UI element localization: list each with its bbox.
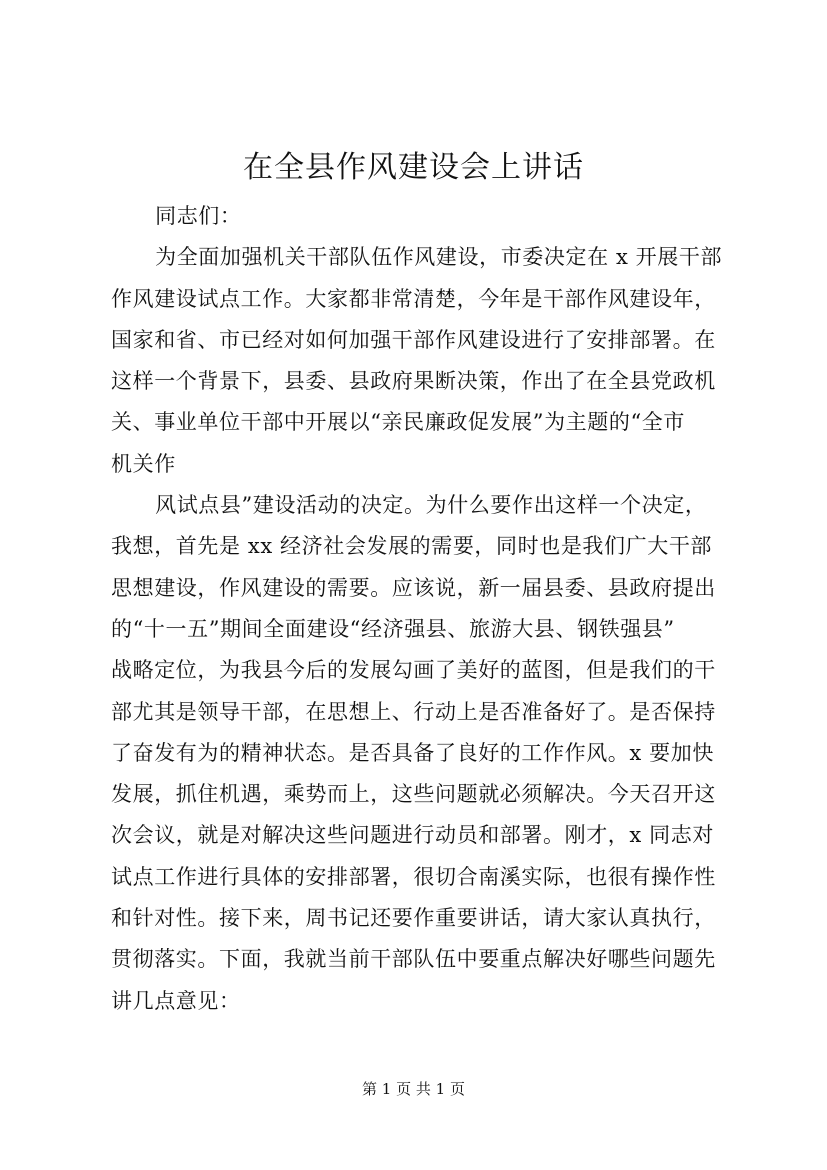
- paragraph-line: 思想建设，作风建设的需要。应该说，新一届县委、县政府提出: [111, 575, 716, 600]
- paragraph-line: 风试点县”建设活动的决定。为什么要作出这样一个决定，: [155, 493, 707, 518]
- paragraph-line: 讲几点意见：: [111, 988, 241, 1013]
- paragraph-line: 这样一个背景下，县委、县政府果断决策，作出了在全县党政机: [111, 369, 716, 394]
- paragraph-line: 关、事业单位干部中开展以“亲民廉政促发展”为主题的“全市: [111, 410, 686, 435]
- paragraph-line: 为全面加强机关干部队伍作风建设，市委决定在 x 开展干部: [155, 245, 723, 270]
- paragraph-line: 机关作: [111, 451, 176, 476]
- paragraph-line: 贯彻落实。下面，我就当前干部队伍中要重点解决好哪些问题先: [111, 947, 716, 972]
- paragraph-line: 我想，首先是 xx 经济社会发展的需要，同时也是我们广大干部: [111, 534, 713, 559]
- paragraph-line: 试点工作进行具体的安排部署，很切合南溪实际，也很有操作性: [111, 864, 716, 889]
- paragraph-line: 和针对性。接下来，周书记还要作重要讲话，请大家认真执行，: [111, 906, 716, 931]
- paragraph-2: [111, 485, 723, 1022]
- document-body: [111, 196, 723, 1022]
- salutation: 同志们：: [155, 204, 242, 228]
- paragraph-line: 了奋发有为的精神状态。是否具备了良好的工作作风。x 要加快: [111, 740, 714, 765]
- document-title: 在全县作风建设会上讲话: [243, 150, 584, 185]
- paragraph-line: 发展，抓住机遇，乘势而上，这些问题就必须解决。今天召开这: [111, 782, 716, 807]
- page-number-footer: 第 1 页 共 1 页: [362, 1080, 465, 1098]
- paragraph-line: 作风建设试点工作。大家都非常清楚，今年是干部作风建设年，: [111, 286, 716, 311]
- paragraph-line: 次会议，就是对解决这些问题进行动员和部署。刚才，x 同志对: [111, 823, 714, 848]
- paragraph-line: 国家和省、市已经对如何加强干部作风建设进行了安排部署。在: [111, 327, 716, 352]
- paragraph-line: 战略定位，为我县今后的发展勾画了美好的蓝图，但是我们的干: [111, 658, 716, 683]
- paragraph-line: 的“十一五”期间全面建设“经济强县、旅游大县、钢铁强县”: [111, 616, 675, 641]
- paragraph-line: 部尤其是领导干部，在思想上、行动上是否准备好了。是否保持: [111, 699, 716, 724]
- paragraph-1: [111, 237, 723, 485]
